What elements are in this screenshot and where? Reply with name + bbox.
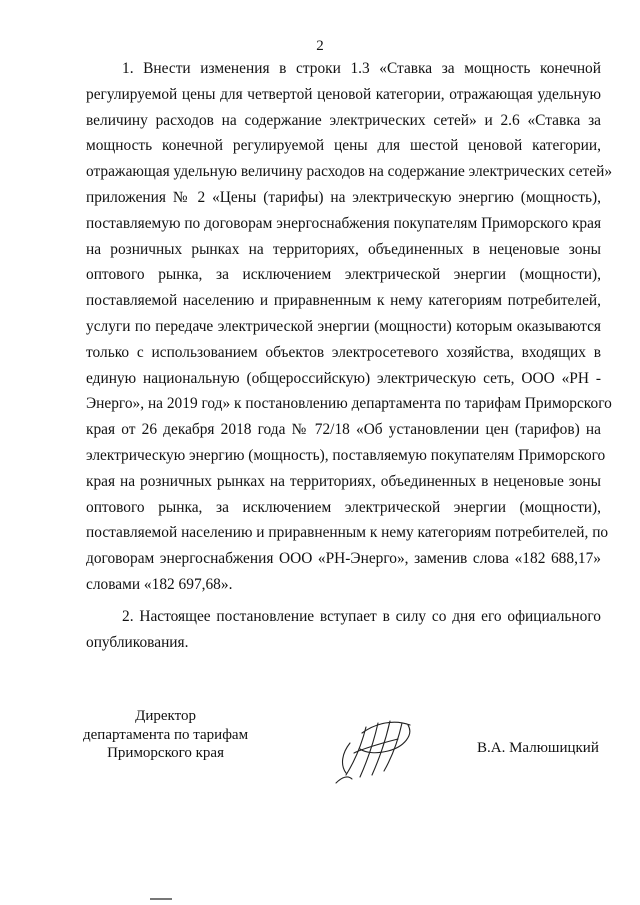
text-line: единую национальную (общероссийскую) электрическую сеть, ООО «РН - [86,369,601,387]
text-line: приложения № 2 «Цены (тарифы) на электрическую энергию (мощность), [86,188,601,206]
document-body [86,56,613,655]
signer-title-line: департамента по тарифам [83,726,249,743]
text-line: только с использованием объектов электросетевого хозяйства, входящих в [86,343,601,361]
text-line: края на розничных рынках на территориях, объединенных в неценовые зоны [86,472,601,490]
text-line: края от 26 декабря 2018 года № 72/18 «Об установлении цен (тарифов) на [86,421,601,439]
text-line: Энерго», на 2019 год» к постановлению департамента по тарифам Приморского [86,395,612,413]
text-line: электрическую энергию (мощность), поставляемую покупателям Приморского [86,446,606,464]
paragraph-2 [86,604,601,656]
signer-title [83,707,248,763]
text-line: на розничных рынках на территориях, объединенных в неценовые зоны [86,240,601,258]
text-line: поставляемой населению и приравненным к нему категориям потребителей, по [86,524,609,542]
text-line: опубликования. [86,633,189,651]
handwritten-signature [332,713,416,785]
text-line: поставляемой населению и приравненным к нему категориям потребителей, [86,292,601,310]
text-line: мощность конечной регулируемой цены для шестой ценовой категории, [86,137,601,155]
text-line: регулируемой цены для четвертой ценовой категории, отражающая удельную [86,85,601,103]
text-line: оптового рынка, за исключением электрической энергии (мощности), [86,266,601,284]
paragraph-1 [86,56,613,598]
text-line: 1. Внести изменения в строки 1.3 «Ставка за мощность конечной [122,60,601,77]
text-line: величину расходов на содержание электрических сетей» и 2.6 «Ставка за [86,111,601,129]
page-edge-mark [150,898,172,900]
text-line: договорам энергоснабжения ООО «РН-Энерго», заменив слова «182 688,17» [86,550,601,568]
text-line: 2. Настоящее постановление вступает в силу со дня его официального [122,607,601,625]
signer-name: В.А. Малюшицкий [477,740,599,756]
page-number: 2 [316,38,324,54]
text-line: услуги по передаче электрической энергии (мощности) которым оказываются [86,317,601,335]
signer-title-line: Директор [135,708,196,724]
text-line: словами «182 697,68». [86,575,233,593]
signer-title-line: Приморского края [107,745,224,762]
text-line: оптового рынка, за исключением электрической энергии (мощности), [86,498,601,516]
text-line: отражающая удельную величину расходов на содержание электрических сетей» [86,163,613,181]
text-line: поставляемую по договорам энергоснабжения покупателям Приморского края [86,214,602,232]
